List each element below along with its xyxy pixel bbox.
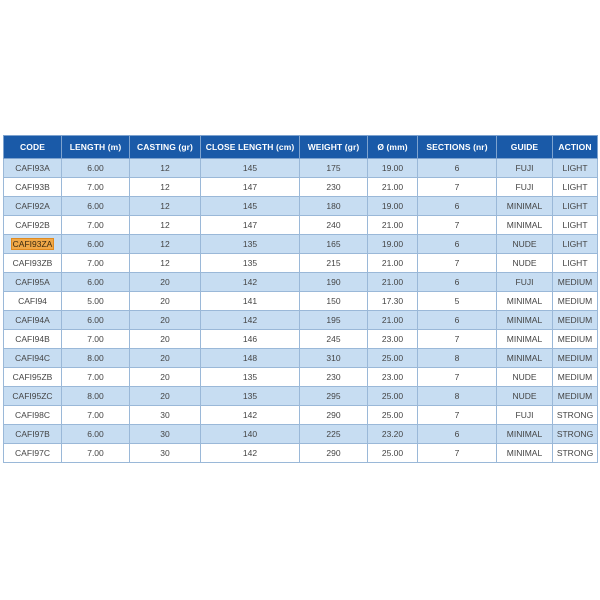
cell-code: CAFI94 xyxy=(4,292,62,311)
table-row xyxy=(4,197,598,216)
cell-length: 7.00 xyxy=(62,216,130,235)
cell-close-length: 147 xyxy=(201,178,300,197)
cell-guide: NUDE xyxy=(497,235,553,254)
table-body xyxy=(4,159,598,463)
cell-code: CAFI92B xyxy=(4,216,62,235)
cell-casting: 20 xyxy=(130,330,201,349)
cell-diameter: 19.00 xyxy=(368,235,418,254)
cell-casting: 30 xyxy=(130,444,201,463)
cell-length: 6.00 xyxy=(62,197,130,216)
cell-length: 5.00 xyxy=(62,292,130,311)
table-row xyxy=(4,311,598,330)
cell-close-length: 135 xyxy=(201,368,300,387)
cell-close-length: 142 xyxy=(201,406,300,425)
cell-diameter: 21.00 xyxy=(368,178,418,197)
spec-table xyxy=(3,135,598,463)
cell-length: 8.00 xyxy=(62,387,130,406)
cell-length: 7.00 xyxy=(62,178,130,197)
cell-code: CAFI92A xyxy=(4,197,62,216)
cell-sections: 7 xyxy=(418,444,497,463)
cell-weight: 290 xyxy=(300,444,368,463)
cell-sections: 7 xyxy=(418,254,497,273)
cell-diameter: 25.00 xyxy=(368,444,418,463)
table-row xyxy=(4,368,598,387)
cell-action: MEDIUM xyxy=(553,368,598,387)
cell-casting: 20 xyxy=(130,292,201,311)
cell-length: 6.00 xyxy=(62,311,130,330)
cell-guide: MINIMAL xyxy=(497,292,553,311)
cell-diameter: 21.00 xyxy=(368,254,418,273)
cell-casting: 12 xyxy=(130,159,201,178)
cell-sections: 7 xyxy=(418,216,497,235)
header-sections: SECTIONS (nr) xyxy=(418,136,497,159)
cell-close-length: 145 xyxy=(201,197,300,216)
cell-weight: 230 xyxy=(300,368,368,387)
table-row xyxy=(4,159,598,178)
cell-length: 8.00 xyxy=(62,349,130,368)
table-row xyxy=(4,235,598,254)
cell-code: CAFI95A xyxy=(4,273,62,292)
cell-sections: 6 xyxy=(418,235,497,254)
cell-guide: FUJI xyxy=(497,273,553,292)
cell-weight: 215 xyxy=(300,254,368,273)
cell-action: STRONG xyxy=(553,444,598,463)
header-guide: GUIDE xyxy=(497,136,553,159)
cell-guide: NUDE xyxy=(497,254,553,273)
cell-length: 6.00 xyxy=(62,235,130,254)
cell-weight: 180 xyxy=(300,197,368,216)
cell-casting: 12 xyxy=(130,178,201,197)
cell-guide: FUJI xyxy=(497,178,553,197)
cell-length: 7.00 xyxy=(62,254,130,273)
cell-sections: 5 xyxy=(418,292,497,311)
cell-guide: MINIMAL xyxy=(497,349,553,368)
cell-sections: 7 xyxy=(418,406,497,425)
cell-length: 7.00 xyxy=(62,330,130,349)
cell-diameter: 19.00 xyxy=(368,197,418,216)
cell-close-length: 142 xyxy=(201,273,300,292)
header-action: ACTION xyxy=(553,136,598,159)
cell-guide: FUJI xyxy=(497,406,553,425)
table-row xyxy=(4,444,598,463)
header-weight: WEIGHT (gr) xyxy=(300,136,368,159)
cell-weight: 225 xyxy=(300,425,368,444)
cell-guide: MINIMAL xyxy=(497,311,553,330)
header-row xyxy=(4,136,598,159)
cell-diameter: 25.00 xyxy=(368,387,418,406)
cell-sections: 8 xyxy=(418,349,497,368)
table-row xyxy=(4,216,598,235)
cell-sections: 7 xyxy=(418,178,497,197)
cell-action: STRONG xyxy=(553,425,598,444)
cell-length: 6.00 xyxy=(62,159,130,178)
table-row xyxy=(4,425,598,444)
header-close-length: CLOSE LENGTH (cm) xyxy=(201,136,300,159)
cell-weight: 310 xyxy=(300,349,368,368)
cell-casting: 20 xyxy=(130,368,201,387)
cell-action: LIGHT xyxy=(553,216,598,235)
cell-sections: 6 xyxy=(418,425,497,444)
cell-diameter: 23.20 xyxy=(368,425,418,444)
cell-action: LIGHT xyxy=(553,235,598,254)
cell-length: 7.00 xyxy=(62,368,130,387)
cell-close-length: 141 xyxy=(201,292,300,311)
table-row xyxy=(4,349,598,368)
cell-close-length: 135 xyxy=(201,387,300,406)
cell-code: CAFI95ZC xyxy=(4,387,62,406)
cell-weight: 165 xyxy=(300,235,368,254)
highlighted-code: CAFI93ZA xyxy=(12,239,53,249)
cell-weight: 190 xyxy=(300,273,368,292)
cell-action: MEDIUM xyxy=(553,273,598,292)
cell-code: CAFI94B xyxy=(4,330,62,349)
cell-close-length: 147 xyxy=(201,216,300,235)
cell-diameter: 25.00 xyxy=(368,406,418,425)
header-length: LENGTH (m) xyxy=(62,136,130,159)
table-row xyxy=(4,254,598,273)
cell-sections: 6 xyxy=(418,197,497,216)
cell-close-length: 142 xyxy=(201,311,300,330)
cell-casting: 20 xyxy=(130,311,201,330)
cell-guide: MINIMAL xyxy=(497,330,553,349)
cell-action: LIGHT xyxy=(553,254,598,273)
cell-weight: 175 xyxy=(300,159,368,178)
cell-guide: MINIMAL xyxy=(497,216,553,235)
cell-code: CAFI97C xyxy=(4,444,62,463)
cell-weight: 195 xyxy=(300,311,368,330)
cell-guide: NUDE xyxy=(497,387,553,406)
cell-casting: 30 xyxy=(130,425,201,444)
header-diameter: Ø (mm) xyxy=(368,136,418,159)
cell-length: 7.00 xyxy=(62,406,130,425)
cell-code xyxy=(4,235,62,254)
cell-close-length: 148 xyxy=(201,349,300,368)
cell-weight: 150 xyxy=(300,292,368,311)
cell-diameter: 17.30 xyxy=(368,292,418,311)
cell-close-length: 140 xyxy=(201,425,300,444)
cell-code: CAFI94A xyxy=(4,311,62,330)
cell-length: 6.00 xyxy=(62,273,130,292)
table-row xyxy=(4,387,598,406)
cell-action: MEDIUM xyxy=(553,330,598,349)
cell-length: 6.00 xyxy=(62,425,130,444)
header-casting: CASTING (gr) xyxy=(130,136,201,159)
cell-casting: 20 xyxy=(130,387,201,406)
cell-action: LIGHT xyxy=(553,197,598,216)
cell-guide: MINIMAL xyxy=(497,444,553,463)
cell-guide: NUDE xyxy=(497,368,553,387)
cell-sections: 8 xyxy=(418,387,497,406)
cell-code: CAFI98C xyxy=(4,406,62,425)
cell-action: LIGHT xyxy=(553,159,598,178)
cell-sections: 6 xyxy=(418,273,497,292)
cell-diameter: 21.00 xyxy=(368,216,418,235)
cell-code: CAFI93B xyxy=(4,178,62,197)
cell-diameter: 21.00 xyxy=(368,311,418,330)
cell-weight: 230 xyxy=(300,178,368,197)
cell-close-length: 135 xyxy=(201,254,300,273)
cell-action: MEDIUM xyxy=(553,387,598,406)
cell-diameter: 23.00 xyxy=(368,330,418,349)
cell-sections: 6 xyxy=(418,159,497,178)
cell-diameter: 25.00 xyxy=(368,349,418,368)
cell-sections: 6 xyxy=(418,311,497,330)
cell-code: CAFI97B xyxy=(4,425,62,444)
cell-guide: FUJI xyxy=(497,159,553,178)
cell-casting: 12 xyxy=(130,235,201,254)
cell-action: MEDIUM xyxy=(553,292,598,311)
cell-casting: 20 xyxy=(130,349,201,368)
cell-casting: 12 xyxy=(130,216,201,235)
cell-weight: 240 xyxy=(300,216,368,235)
table-row xyxy=(4,330,598,349)
cell-sections: 7 xyxy=(418,330,497,349)
cell-action: MEDIUM xyxy=(553,311,598,330)
table-header xyxy=(4,136,598,159)
cell-casting: 20 xyxy=(130,273,201,292)
cell-casting: 12 xyxy=(130,197,201,216)
cell-close-length: 135 xyxy=(201,235,300,254)
cell-sections: 7 xyxy=(418,368,497,387)
table-row xyxy=(4,273,598,292)
cell-action: LIGHT xyxy=(553,178,598,197)
cell-guide: MINIMAL xyxy=(497,197,553,216)
cell-action: MEDIUM xyxy=(553,349,598,368)
cell-action: STRONG xyxy=(553,406,598,425)
cell-weight: 245 xyxy=(300,330,368,349)
cell-diameter: 19.00 xyxy=(368,159,418,178)
cell-diameter: 23.00 xyxy=(368,368,418,387)
cell-close-length: 145 xyxy=(201,159,300,178)
cell-close-length: 146 xyxy=(201,330,300,349)
cell-guide: MINIMAL xyxy=(497,425,553,444)
cell-close-length: 142 xyxy=(201,444,300,463)
cell-weight: 290 xyxy=(300,406,368,425)
cell-casting: 12 xyxy=(130,254,201,273)
cell-weight: 295 xyxy=(300,387,368,406)
table-row xyxy=(4,178,598,197)
header-code: CODE xyxy=(4,136,62,159)
table-row xyxy=(4,292,598,311)
cell-casting: 30 xyxy=(130,406,201,425)
cell-diameter: 21.00 xyxy=(368,273,418,292)
cell-code: CAFI94C xyxy=(4,349,62,368)
cell-code: CAFI93A xyxy=(4,159,62,178)
cell-length: 7.00 xyxy=(62,444,130,463)
cell-code: CAFI95ZB xyxy=(4,368,62,387)
cell-code: CAFI93ZB xyxy=(4,254,62,273)
table-row xyxy=(4,406,598,425)
